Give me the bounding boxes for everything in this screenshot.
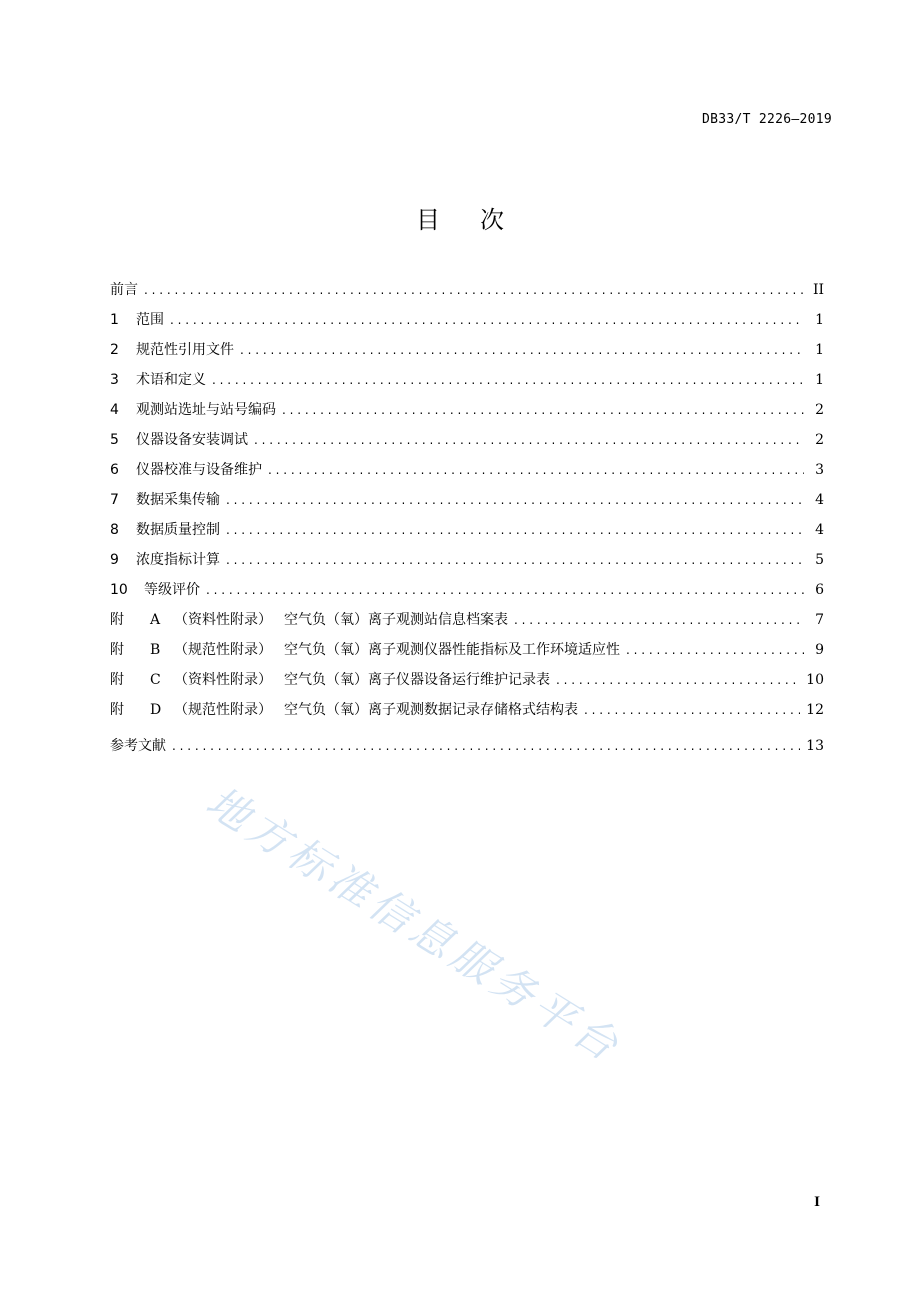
dot-leader xyxy=(212,369,804,391)
toc-entry-label: 仪器设备安装调试 xyxy=(136,432,248,448)
appendix-type: （规范性附录） xyxy=(174,702,272,718)
appendix-title: 空气负（氧）离子仪器设备运行维护记录表 xyxy=(284,672,550,688)
toc-entry-references[interactable] xyxy=(110,735,824,757)
dot-leader xyxy=(268,459,804,481)
dot-leader xyxy=(254,429,804,451)
toc-entry-2[interactable] xyxy=(110,339,824,361)
toc-entry-number: 1 xyxy=(110,312,119,328)
toc-entry-5[interactable] xyxy=(110,429,824,451)
toc-entry-10[interactable] xyxy=(110,579,824,601)
toc-entry-number: 8 xyxy=(110,522,119,538)
toc-entry-page: II xyxy=(812,282,824,298)
toc-entry-number: 3 xyxy=(110,372,119,388)
dot-leader xyxy=(226,549,804,571)
appendix-prefix: 附 xyxy=(110,672,124,688)
page-title xyxy=(0,200,920,235)
dot-leader xyxy=(282,399,804,421)
toc-appendix-c[interactable] xyxy=(110,669,824,691)
toc-entry-label: 观测站选址与站号编码 xyxy=(136,402,276,418)
toc-entry-page: 6 xyxy=(815,582,824,598)
toc-entry-page: 9 xyxy=(815,642,824,658)
toc-entry-label: 数据质量控制 xyxy=(136,522,220,538)
toc-entry-page: 4 xyxy=(815,522,824,538)
toc-entry-number: 2 xyxy=(110,342,119,358)
toc-appendix-a[interactable] xyxy=(110,609,824,631)
toc-entry-label: 等级评价 xyxy=(144,582,200,598)
toc-entry-page: 3 xyxy=(815,462,824,478)
document-code: DB33/T 2226—2019 xyxy=(701,112,832,127)
dot-leader xyxy=(584,699,800,721)
dot-leader xyxy=(240,339,804,361)
toc-entry-label: 规范性引用文件 xyxy=(136,342,234,358)
toc-entry-label: 术语和定义 xyxy=(136,372,206,388)
toc-appendix-d[interactable] xyxy=(110,699,824,721)
toc-entry-number: 4 xyxy=(110,402,119,418)
dot-leader xyxy=(206,579,804,601)
toc-entry-label: 参考文献 xyxy=(110,738,166,754)
watermark-text: 地方标准信息服务平台 xyxy=(197,776,631,1073)
toc-entry-number: 10 xyxy=(110,582,128,598)
dot-leader xyxy=(514,609,804,631)
dot-leader xyxy=(626,639,804,661)
dot-leader xyxy=(226,489,804,511)
appendix-type: （资料性附录） xyxy=(174,672,272,688)
page-folio: I xyxy=(814,1194,820,1210)
toc-entry-9[interactable] xyxy=(110,549,824,571)
toc-entry-page: 7 xyxy=(815,612,824,628)
appendix-letter: C xyxy=(150,672,161,688)
appendix-title: 空气负（氧）离子观测仪器性能指标及工作环境适应性 xyxy=(284,642,620,658)
toc-entry-7[interactable] xyxy=(110,489,824,511)
appendix-type: （资料性附录） xyxy=(174,612,272,628)
toc-entry-foreword[interactable] xyxy=(110,279,824,301)
dot-leader xyxy=(172,735,800,757)
toc-entry-page: 1 xyxy=(815,372,824,388)
toc-entry-page: 2 xyxy=(815,432,824,448)
toc-entry-page: 10 xyxy=(806,672,824,688)
toc-entry-1[interactable] xyxy=(110,309,824,331)
toc-entry-number: 7 xyxy=(110,492,119,508)
title-char-right: 次 xyxy=(480,206,504,234)
appendix-letter: A xyxy=(150,612,161,628)
toc-entry-number: 6 xyxy=(110,462,119,478)
appendix-prefix: 附 xyxy=(110,642,124,658)
toc-entry-3[interactable] xyxy=(110,369,824,391)
toc-entry-page: 4 xyxy=(815,492,824,508)
dot-leader xyxy=(144,279,804,301)
appendix-prefix: 附 xyxy=(110,702,124,718)
toc-entry-page: 1 xyxy=(815,342,824,358)
appendix-letter: D xyxy=(150,702,162,718)
title-char-left: 目 xyxy=(416,206,440,234)
toc-entry-number: 9 xyxy=(110,552,119,568)
toc-entry-label: 仪器校准与设备维护 xyxy=(136,462,262,478)
appendix-prefix: 附 xyxy=(110,612,124,628)
appendix-title: 空气负（氧）离子观测数据记录存储格式结构表 xyxy=(284,702,578,718)
toc-entry-page: 13 xyxy=(806,738,824,754)
dot-leader xyxy=(556,669,800,691)
toc-entry-number: 5 xyxy=(110,432,119,448)
toc-entry-label: 范围 xyxy=(136,312,164,328)
toc-entry-label: 浓度指标计算 xyxy=(136,552,220,568)
toc-entry-page: 12 xyxy=(806,702,824,718)
appendix-letter: B xyxy=(150,642,161,658)
toc-entry-page: 2 xyxy=(815,402,824,418)
appendix-title: 空气负（氧）离子观测站信息档案表 xyxy=(284,612,508,628)
dot-leader xyxy=(170,309,804,331)
toc-entry-label: 前言 xyxy=(110,282,138,298)
toc-appendix-b[interactable] xyxy=(110,639,824,661)
appendix-type: （规范性附录） xyxy=(174,642,272,658)
toc-entry-page: 1 xyxy=(815,312,824,328)
toc-entry-8[interactable] xyxy=(110,519,824,541)
toc-entry-4[interactable] xyxy=(110,399,824,421)
toc-entry-page: 5 xyxy=(815,552,824,568)
toc-entry-label: 数据采集传输 xyxy=(136,492,220,508)
toc-entry-6[interactable] xyxy=(110,459,824,481)
dot-leader xyxy=(226,519,804,541)
